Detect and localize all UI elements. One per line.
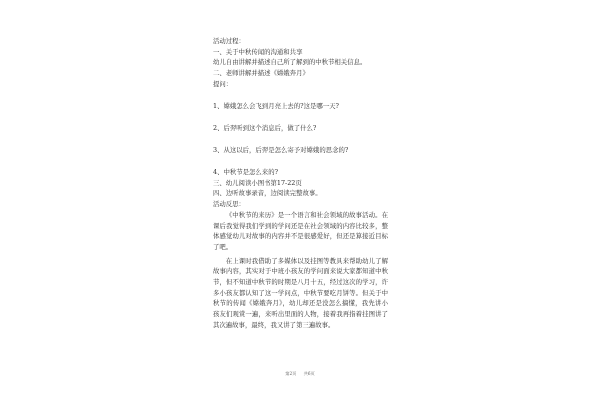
- spacer: [213, 89, 388, 100]
- question-1: 1、嫦娥怎么会飞到月亮上去的?这是哪一天?: [213, 101, 339, 110]
- activity-process-heading: 活动过程：: [213, 37, 245, 45]
- spacer: [213, 134, 388, 145]
- reflection-heading: 活动反思：: [213, 200, 245, 209]
- questions-label: 提问：: [213, 79, 233, 88]
- section-one-heading: 一、关于中秋传闻的沟通和共享: [213, 47, 303, 56]
- section-two-heading: 二、老师讲解并描述《嫦娥奔月》: [213, 69, 309, 78]
- section-four-heading: 四、边听故事录音，边阅读完整故事。: [213, 189, 322, 198]
- page-number: 第2页: [285, 371, 297, 376]
- spacer: [213, 112, 388, 123]
- spacer: [213, 156, 388, 167]
- reflection-paragraph-2: 在上课时我借助了多媒体以及挂图等教具来帮助幼儿了解故事内容，其实对于中班小孩友的学问面来说大家都知道中秋节，但不知道中秋节的时期是八月十五，经过这次的学习，许多小孩友都认知了这一学问点，中秋节要吃月饼等。但关于中秋节的传闻《嫦娥奔月》，幼儿却还是没怎么搞懂，我先讲小孩友们观赏一遍，来听出里面的人物，接着我再指着挂图讲了其次遍故事，最终，我又讲了第三遍故事。: [213, 256, 388, 329]
- page-total: 共6页: [303, 371, 315, 376]
- reflection-paragraph-1: 《中秋节的来历》是一个语言和社会领域的故事活动。在课后我觉得我们学到的学问还是在社会领域的内容比较多，整体感觉幼儿对故事的内容并不是很感爱好，但还是算接近目标了吧。: [213, 210, 388, 251]
- section-three-heading: 三、幼儿阅读小图书第17-22页: [213, 178, 302, 187]
- section-one-text: 幼儿自由讲解并描述自己所了解到的中秋节相关信息。: [213, 58, 367, 67]
- question-3: 3、从这以后，后羿是怎么寄予对嫦娥的思念的?: [213, 145, 349, 154]
- question-2: 2、后羿听到这个消息后，做了什么?: [213, 123, 317, 132]
- page-footer: [0, 371, 600, 377]
- question-4: 4、中秋节是怎么来的?: [213, 168, 279, 177]
- document-body: [213, 36, 388, 331]
